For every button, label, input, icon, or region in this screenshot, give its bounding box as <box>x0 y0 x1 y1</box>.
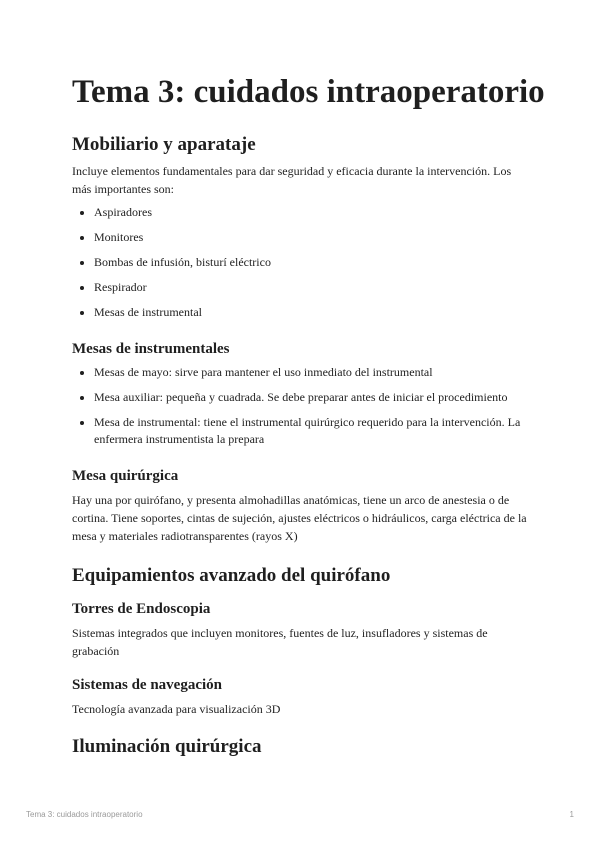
footer-title: Tema 3: cuidados intraoperatorio <box>26 810 143 819</box>
list-item: Bombas de infusión, bisturí eléctrico <box>72 254 532 271</box>
section-heading-equipamientos: Equipamientos avanzado del quirófano <box>72 565 391 586</box>
section-heading-iluminacion: Iluminación quirúrgica <box>72 736 262 757</box>
list-item: Respirador <box>72 279 532 296</box>
list-item: Mesas de mayo: sirve para mantener el uso inmediato del instrumental <box>72 364 532 381</box>
list-item: Monitores <box>72 229 532 246</box>
list-item: Mesas de instrumental <box>72 304 532 321</box>
page-title: Tema 3: cuidados intraoperatorio <box>72 74 545 110</box>
torres-text: Sistemas integrados que incluyen monitores, fuentes de luz, insufladores y sistemas de grabación <box>72 626 488 658</box>
list-item: Aspiradores <box>72 204 532 221</box>
navegacion-text: Tecnología avanzada para visualización 3D <box>72 702 281 716</box>
subsection-heading-navegacion: Sistemas de navegación <box>72 677 222 693</box>
subsection-heading-mesa-quirurgica: Mesa quirúrgica <box>72 468 179 484</box>
mobiliario-intro: Incluye elementos fundamentales para dar seguridad y eficacia durante la intervención. Los más importantes son: <box>72 164 512 196</box>
list-item: Mesa de instrumental: tiene el instrumental quirúrgico requerido para la intervención. La enfermera instrumentista la prepara <box>72 414 532 448</box>
mesa-quirurgica-text: Hay una por quirófano, y presenta almohadillas anatómicas, tiene un arco de anestesia o de cortina. Tiene soportes, cintas de sujeción, ajustes eléctricos o hidráulicos, carga eléctrica de la mesa y materiales radiotransparentes (rayos X) <box>72 493 527 543</box>
list-item: Mesa auxiliar: pequeña y cuadrada. Se debe preparar antes de iniciar el procedimiento <box>72 389 532 406</box>
subsection-heading-torres: Torres de Endoscopia <box>72 601 211 617</box>
page-number: 1 <box>569 810 574 819</box>
section-heading-mobiliario: Mobiliario y aparataje <box>72 134 256 155</box>
subsection-heading-mesas: Mesas de instrumentales <box>72 341 230 357</box>
mobiliario-list <box>72 204 532 321</box>
mesas-list <box>72 364 532 448</box>
page-footer <box>26 810 574 819</box>
